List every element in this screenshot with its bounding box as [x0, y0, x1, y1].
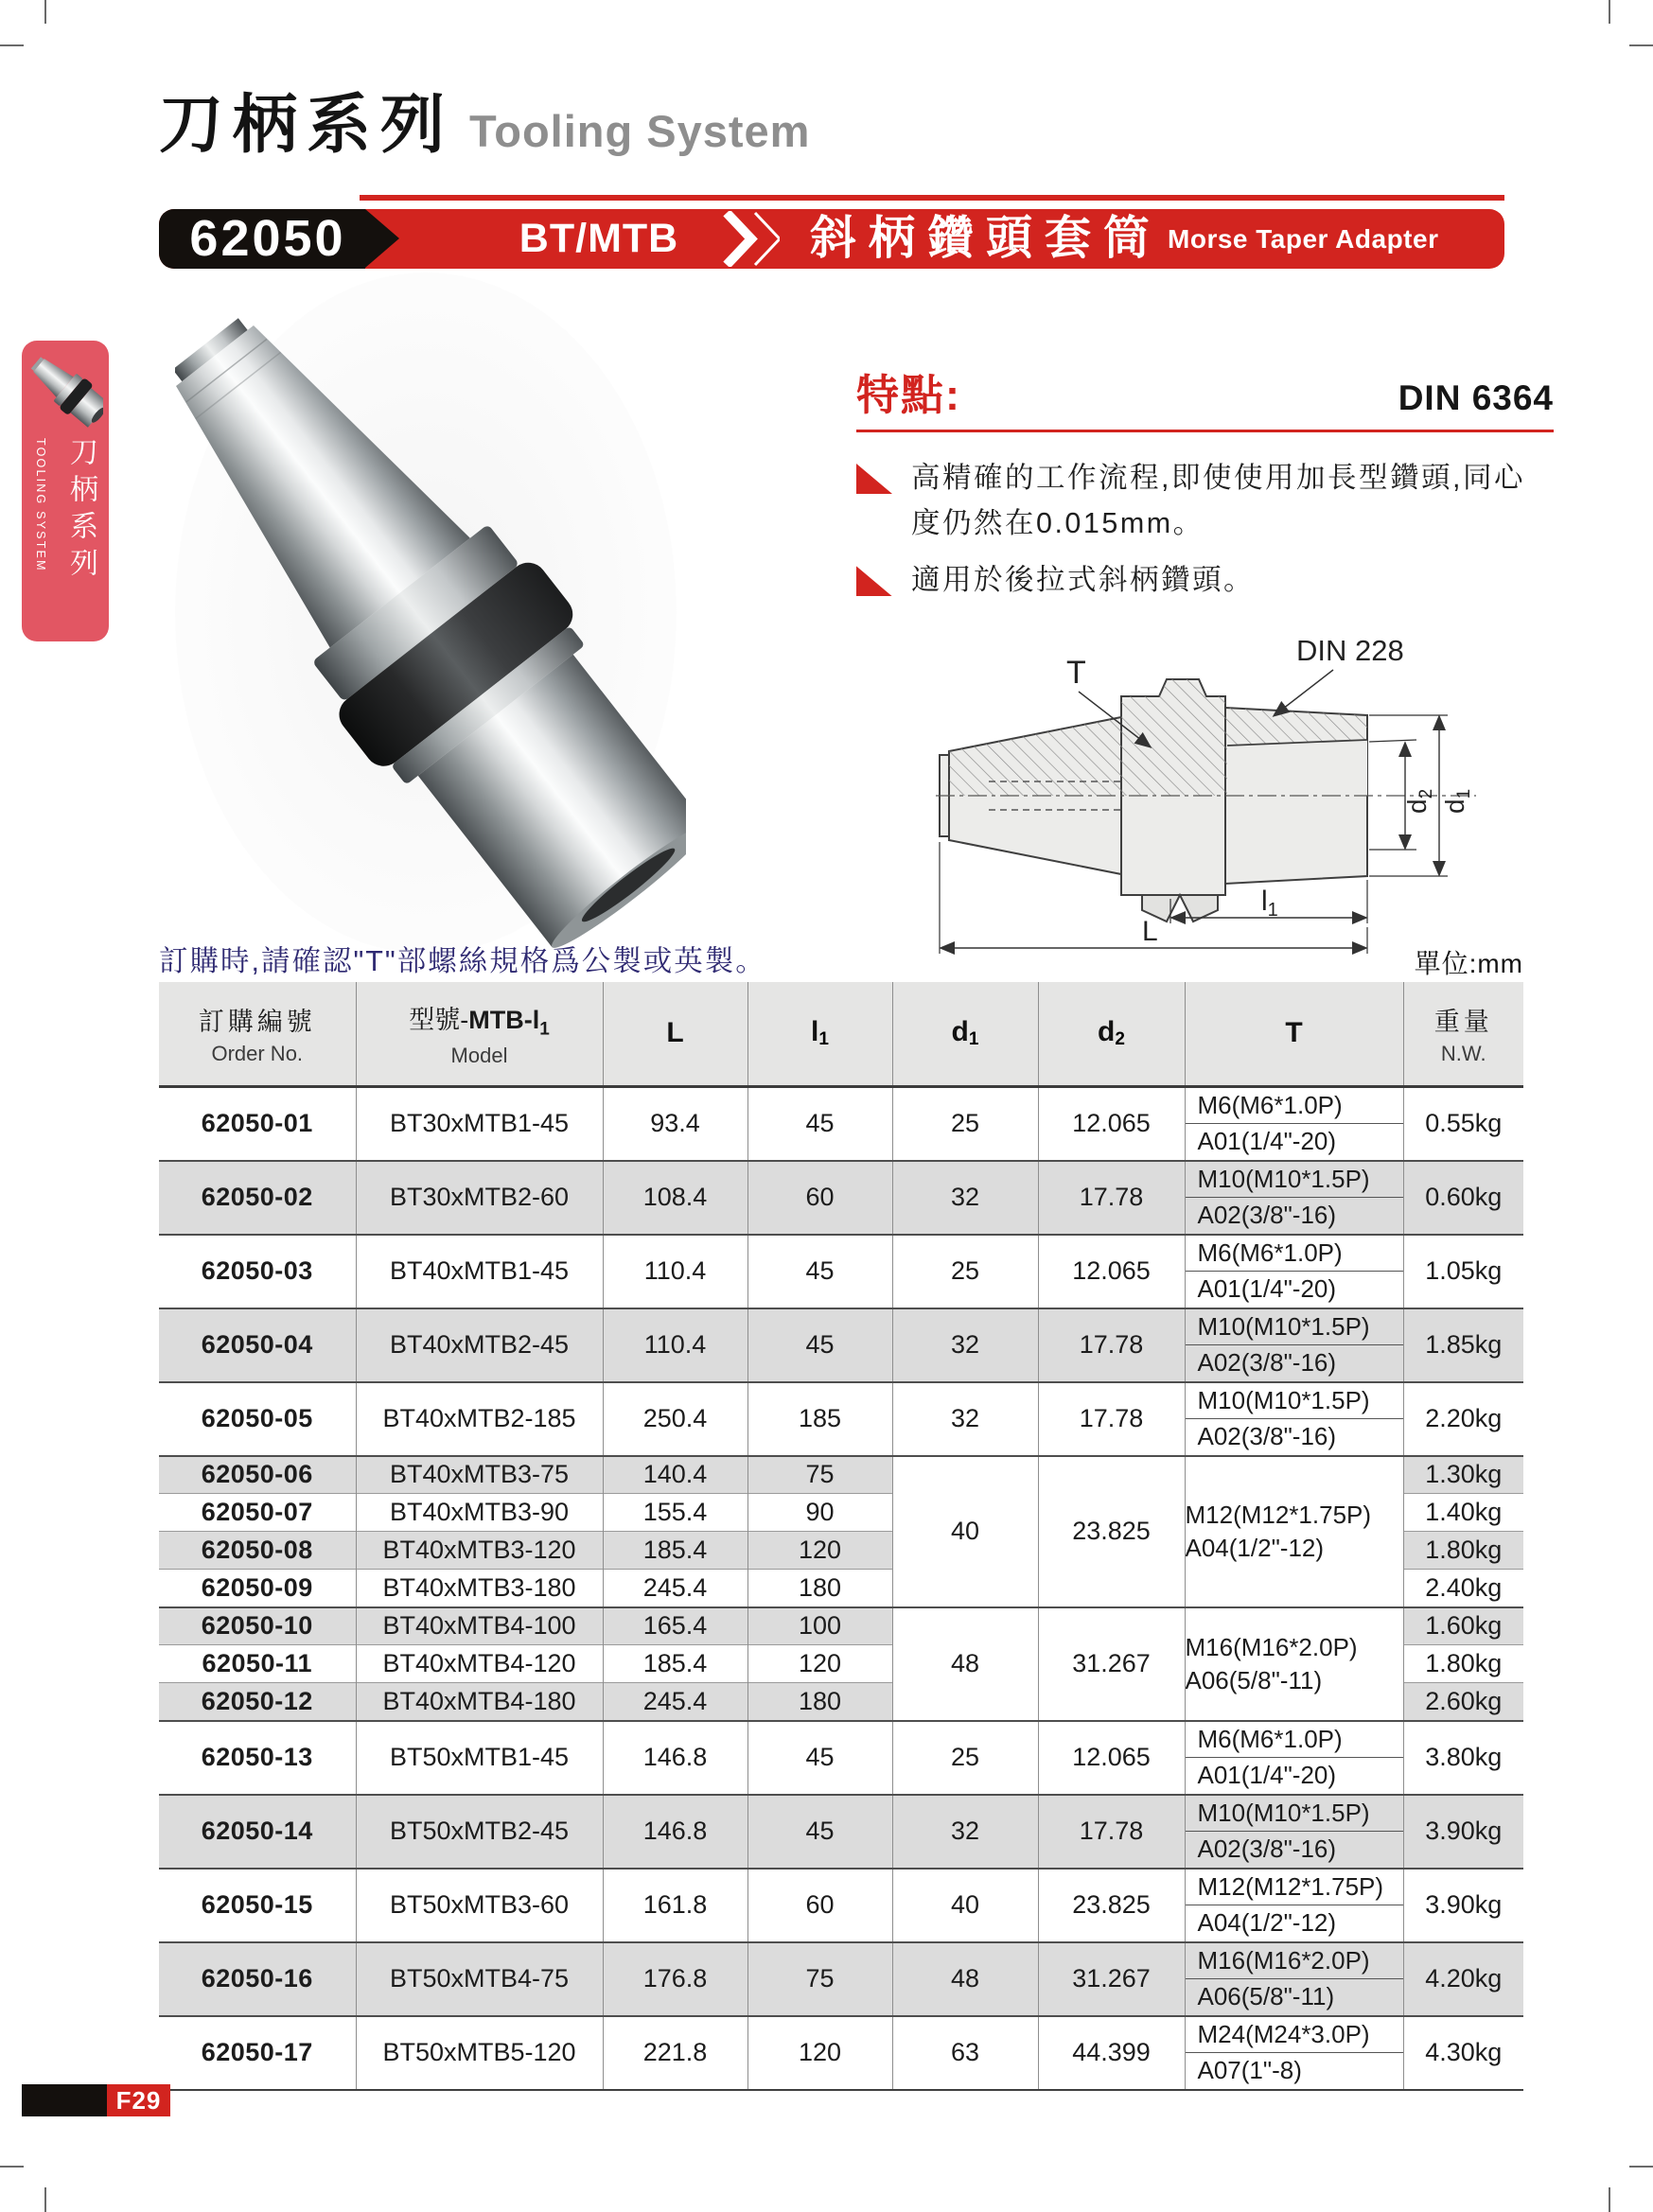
cell-L: 161.8 [603, 1869, 747, 1942]
cell-thread: M12(M12*1.75P) A04(1/2"-12) [1185, 1869, 1403, 1942]
cell-d1: 32 [892, 1308, 1038, 1382]
product-series: BT/MTB [519, 216, 679, 261]
cell-d2: 17.78 [1038, 1382, 1185, 1456]
cell-L: 245.4 [603, 1683, 747, 1721]
cell-model: BT40xMTB1-45 [356, 1235, 603, 1308]
col-header-T: T [1185, 982, 1403, 1086]
cell-L: 110.4 [603, 1235, 747, 1308]
chevron-right-icon [719, 211, 780, 267]
cell-order-no: 62050-17 [159, 2016, 356, 2090]
sidebar-label-en: TOOLING SYSTEM [34, 438, 47, 572]
col-header-weight-en: N.W. [1440, 1041, 1486, 1065]
features-section [856, 360, 1554, 615]
page-title-cjk: 刀柄系列 [159, 89, 455, 161]
cell-model: BT30xMTB1-45 [356, 1086, 603, 1161]
table-row [159, 1161, 1523, 1235]
cell-model: BT40xMTB2-185 [356, 1382, 603, 1456]
cell-order-no: 62050-03 [159, 1235, 356, 1308]
cell-order-no: 62050-05 [159, 1382, 356, 1456]
cell-d1: 40 [892, 1456, 1038, 1607]
table-row [159, 1086, 1523, 1161]
cell-L: 93.4 [603, 1086, 747, 1161]
cell-l1: 60 [747, 1161, 892, 1235]
col-header-model [356, 982, 603, 1086]
cell-d1: 40 [892, 1869, 1038, 1942]
feature-item [856, 557, 1554, 603]
cell-model: BT40xMTB3-120 [356, 1532, 603, 1570]
cell-thread: M12(M12*1.75P) A04(1/2"-12) [1185, 1456, 1403, 1607]
cell-d2: 23.825 [1038, 1456, 1185, 1607]
cell-thread: M10(M10*1.5P) A02(3/8"-16) [1185, 1161, 1403, 1235]
cell-model: BT40xMTB3-75 [356, 1456, 603, 1494]
table-row [159, 2016, 1523, 2090]
cell-d1: 25 [892, 1086, 1038, 1161]
table-row [159, 1942, 1523, 2016]
col-header-order-cjk: 訂購編號 [198, 1007, 316, 1036]
cell-L: 221.8 [603, 2016, 747, 2090]
col-header-weight [1403, 982, 1523, 1086]
cell-d2: 17.78 [1038, 1161, 1185, 1235]
page-title [159, 74, 810, 166]
cell-weight: 1.80kg [1403, 1645, 1523, 1683]
cell-L: 108.4 [603, 1161, 747, 1235]
cell-model: BT40xMTB2-45 [356, 1308, 603, 1382]
cell-order-no: 62050-12 [159, 1683, 356, 1721]
cell-l1: 185 [747, 1382, 892, 1456]
cell-weight: 3.90kg [1403, 1869, 1523, 1942]
features-header-row [856, 360, 1554, 432]
cell-d2: 17.78 [1038, 1795, 1185, 1869]
page-title-en: Tooling System [469, 106, 811, 156]
table-row [159, 1607, 1523, 1645]
crop-mark [1609, 2187, 1610, 2212]
product-photo [175, 235, 686, 982]
crop-mark [0, 2166, 24, 2168]
cell-order-no: 62050-15 [159, 1869, 356, 1942]
cell-thread: M10(M10*1.5P) A02(3/8"-16) [1185, 1795, 1403, 1869]
col-header-weight-cjk: 重量 [1433, 1007, 1493, 1036]
page-number-badge: F29 [107, 2084, 170, 2116]
crop-mark [1629, 2166, 1653, 2168]
cell-l1: 120 [747, 1645, 892, 1683]
cell-model: BT40xMTB4-120 [356, 1645, 603, 1683]
cell-d1: 48 [892, 1607, 1038, 1721]
col-header-d1: $d_1$ [892, 982, 1038, 1086]
cell-l1: 90 [747, 1494, 892, 1532]
product-name [810, 209, 1438, 269]
cell-L: 176.8 [603, 1942, 747, 2016]
cell-order-no: 62050-14 [159, 1795, 356, 1869]
cell-thread: M10(M10*1.5P) A02(3/8"-16) [1185, 1308, 1403, 1382]
feature-text: 適用於後拉式斜柄鑽頭。 [911, 564, 1255, 597]
cell-model: BT50xMTB5-120 [356, 2016, 603, 2090]
cell-model: BT40xMTB3-180 [356, 1570, 603, 1607]
cell-weight: 1.05kg [1403, 1235, 1523, 1308]
cell-order-no: 62050-11 [159, 1645, 356, 1683]
cell-l1: 120 [747, 2016, 892, 2090]
cell-l1: 75 [747, 1942, 892, 2016]
product-code: 62050 [189, 210, 346, 267]
product-name-cjk: 斜柄鑽頭套筒 [810, 213, 1163, 264]
cell-d2: 23.825 [1038, 1869, 1185, 1942]
cell-thread: M24(M24*3.0P) A07(1"-8) [1185, 2016, 1403, 2090]
spec-table-header [159, 982, 1523, 1086]
cell-weight: 1.85kg [1403, 1308, 1523, 1382]
cell-order-no: 62050-06 [159, 1456, 356, 1494]
cell-weight: 3.80kg [1403, 1721, 1523, 1795]
feature-text: 高精確的工作流程,即使使用加長型鑽頭,同心度仍然在0.015mm。 [911, 462, 1525, 540]
drawing-label-L: L [1142, 916, 1158, 947]
cell-thread: M6(M6*1.0P) A01(1/4"-20) [1185, 1235, 1403, 1308]
table-row [159, 1721, 1523, 1795]
cell-l1: 45 [747, 1235, 892, 1308]
cell-L: 140.4 [603, 1456, 747, 1494]
features-list [856, 455, 1554, 604]
cell-d2: 12.065 [1038, 1235, 1185, 1308]
table-row [159, 1235, 1523, 1308]
cell-d1: 32 [892, 1795, 1038, 1869]
drawing-label-din228: DIN 228 [1296, 634, 1404, 667]
cell-weight: 2.60kg [1403, 1683, 1523, 1721]
cell-weight: 2.20kg [1403, 1382, 1523, 1456]
cell-weight: 1.60kg [1403, 1607, 1523, 1645]
drawing-label-l1: $l_1$ [1261, 886, 1278, 921]
cell-model: BT40xMTB3-90 [356, 1494, 603, 1532]
table-row [159, 1308, 1523, 1382]
crop-mark [1609, 0, 1610, 24]
cell-model: BT40xMTB4-100 [356, 1607, 603, 1645]
cell-d1: 32 [892, 1382, 1038, 1456]
cell-model: BT50xMTB1-45 [356, 1721, 603, 1795]
col-header-model-main: 型號$-MTB-l_1$ [409, 1005, 550, 1039]
cell-weight: 0.55kg [1403, 1086, 1523, 1161]
cell-d2: 12.065 [1038, 1721, 1185, 1795]
cell-d2: 17.78 [1038, 1308, 1185, 1382]
cell-l1: 45 [747, 1308, 892, 1382]
col-header-L: L [603, 982, 747, 1086]
cell-thread: M6(M6*1.0P) A01(1/4"-20) [1185, 1086, 1403, 1161]
ordering-note: 訂購時,請確認"T"部螺絲規格爲公製或英製。 [159, 945, 766, 977]
page-number-bar [22, 2084, 107, 2116]
cell-l1: 100 [747, 1607, 892, 1645]
cell-l1: 45 [747, 1721, 892, 1795]
drawing-label-d1: $d_1$ [1440, 788, 1474, 814]
cell-weight: 1.30kg [1403, 1456, 1523, 1494]
sidebar-tab-tooling-system [22, 341, 109, 641]
cell-l1: 120 [747, 1532, 892, 1570]
triangle-bullet-icon [856, 464, 892, 494]
col-header-d2: $d_2$ [1038, 982, 1185, 1086]
cell-order-no: 62050-07 [159, 1494, 356, 1532]
cell-L: 185.4 [603, 1532, 747, 1570]
sidebar-label-cjk: 刀柄系列 [65, 437, 97, 585]
cell-weight: 4.20kg [1403, 1942, 1523, 2016]
cell-L: 250.4 [603, 1382, 747, 1456]
cell-weight: 1.80kg [1403, 1532, 1523, 1570]
crop-mark [0, 44, 24, 46]
cell-d2: 31.267 [1038, 1942, 1185, 2016]
crop-mark [44, 2187, 46, 2212]
cell-d1: 32 [892, 1161, 1038, 1235]
crop-mark [44, 0, 46, 24]
spec-table-section [159, 982, 1523, 2091]
cell-order-no: 62050-04 [159, 1308, 356, 1382]
cell-d2: 31.267 [1038, 1607, 1185, 1721]
cell-l1: 60 [747, 1869, 892, 1942]
cell-order-no: 62050-01 [201, 1109, 313, 1137]
cell-d2: 12.065 [1038, 1086, 1185, 1161]
cell-model: BT40xMTB4-180 [356, 1683, 603, 1721]
cell-weight: 0.60kg [1403, 1161, 1523, 1235]
drawing-label-t: T [1066, 655, 1086, 691]
cell-thread: M16(M16*2.0P) A06(5/8"-11) [1185, 1942, 1403, 2016]
product-name-en: Morse Taper Adapter [1168, 224, 1439, 254]
table-row [159, 1382, 1523, 1456]
cell-L: 185.4 [603, 1645, 747, 1683]
cell-weight: 1.40kg [1403, 1494, 1523, 1532]
cell-L: 146.8 [603, 1721, 747, 1795]
table-row [159, 1795, 1523, 1869]
cell-model: BT50xMTB3-60 [356, 1869, 603, 1942]
cell-order-no: 62050-13 [159, 1721, 356, 1795]
cell-l1: 45 [747, 1086, 892, 1161]
cell-l1: 180 [747, 1683, 892, 1721]
cell-order-no: 62050-10 [159, 1607, 356, 1645]
cell-order-no: 62050-09 [159, 1570, 356, 1607]
cell-l1: 45 [747, 1795, 892, 1869]
table-row [159, 1869, 1523, 1942]
drawing-label-d2: $d_2$ [1402, 788, 1436, 814]
cell-l1: 180 [747, 1570, 892, 1607]
cell-L: 146.8 [603, 1795, 747, 1869]
cell-model: BT50xMTB4-75 [356, 1942, 603, 2016]
banner-top-strip [360, 195, 1504, 201]
cell-thread: M6(M6*1.0P) A01(1/4"-20) [1185, 1721, 1403, 1795]
crop-mark [1629, 44, 1653, 46]
triangle-bullet-icon [856, 566, 892, 596]
spec-table [159, 982, 1523, 2091]
unit-label: 單位:mm [1414, 949, 1523, 978]
din-standard-label: DIN 6364 [1398, 378, 1554, 417]
cell-L: 245.4 [603, 1570, 747, 1607]
table-row [159, 1456, 1523, 1494]
cell-order-no: 62050-16 [159, 1942, 356, 2016]
cell-d1: 25 [892, 1235, 1038, 1308]
cell-d1: 48 [892, 1942, 1038, 2016]
cell-L: 155.4 [603, 1494, 747, 1532]
feature-item [856, 455, 1554, 546]
cell-weight: 4.30kg [1403, 2016, 1523, 2090]
cell-l1: 75 [747, 1456, 892, 1494]
cell-model: BT50xMTB2-45 [356, 1795, 603, 1869]
cell-weight: 2.40kg [1403, 1570, 1523, 1607]
cell-L: 165.4 [603, 1607, 747, 1645]
cell-model: BT30xMTB2-60 [356, 1161, 603, 1235]
col-header-l1: $l_1$ [747, 982, 892, 1086]
cell-d1: 63 [892, 2016, 1038, 2090]
technical-drawing [932, 602, 1556, 963]
cell-L: 110.4 [603, 1308, 747, 1382]
cell-weight: 3.90kg [1403, 1795, 1523, 1869]
cell-thread: M16(M16*2.0P) A06(5/8"-11) [1185, 1607, 1403, 1721]
spec-table-body [159, 1086, 1523, 2090]
features-heading: 特點: [856, 371, 961, 419]
cell-thread: M10(M10*1.5P) A02(3/8"-16) [1185, 1382, 1403, 1456]
col-header-order-no [159, 982, 356, 1086]
cell-order-no: 62050-08 [159, 1532, 356, 1570]
cell-d1: 25 [892, 1721, 1038, 1795]
col-header-model-en: Model [450, 1043, 508, 1067]
col-header-order-en: Order No. [211, 1041, 304, 1065]
cell-order-no: 62050-02 [159, 1161, 356, 1235]
cell-d2: 44.399 [1038, 2016, 1185, 2090]
toolholder-thumbnail-image [29, 350, 103, 433]
